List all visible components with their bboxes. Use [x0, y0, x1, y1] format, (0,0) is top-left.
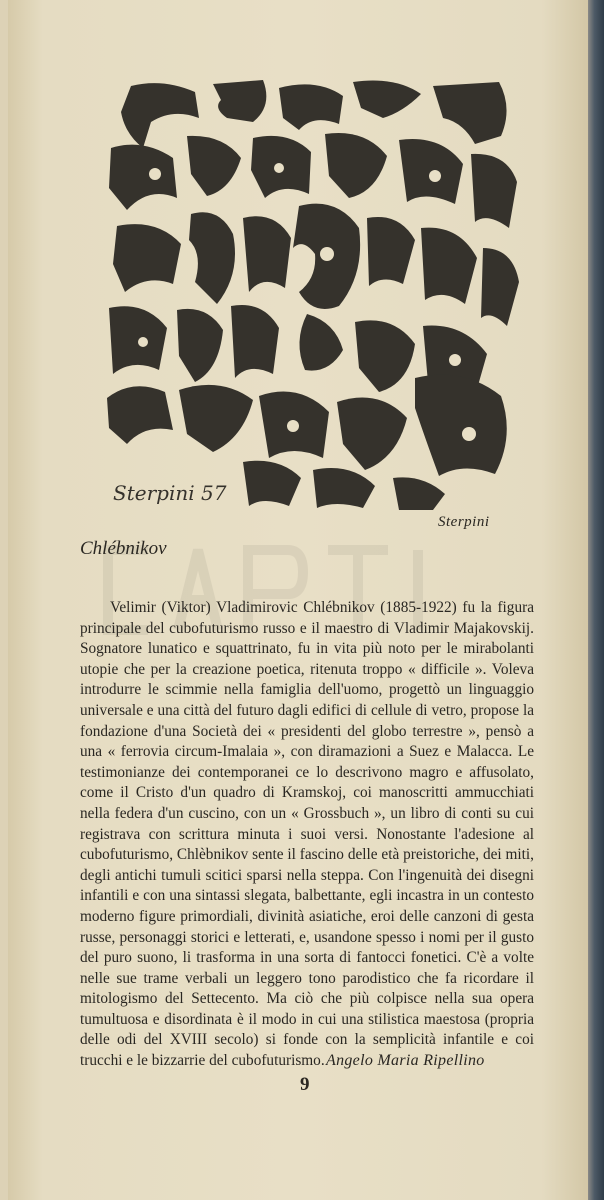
woodcut-illustration — [103, 78, 521, 510]
illustration-caption: Sterpini — [438, 514, 490, 530]
article-title: Chlébnikov — [80, 538, 167, 559]
page-number: 9 — [300, 1074, 310, 1095]
book-page — [8, 0, 588, 1200]
article-author: Angelo Maria Ripellino — [326, 1052, 485, 1069]
book-spine — [588, 0, 604, 1200]
article-body-text: Velimir (Viktor) Vladimirovic Chlébnikov (1885-1922) fu la figura principale del cubofuturismo russo e il maestro di Vladimir Majakovskij. Sognatore lunatico e squattrinato, fu in vita più noto per le mirabolanti utopie che per la creazione poetica, ritenuta troppo « difficile ». Voleva introdurre le scimmie nella famiglia dell'uomo, progettò un linguaggio universale e una città del futuro dagli edifici di cellule di vetro, propose la fondazione d'una Società dei « presidenti del globo terrestre », pensò a una « ferrovia circum-Imalaia », con diramazioni a Suez e Malacca. Le testimonianze dei contemporanei ce lo descrivono magro e affusolato, come il Cristo d'un quadro di Kramskoj, coi manoscritti ammucchiati nella federa d'un cuscino, con un « Grossbuch », un libro di conti su cui registrava con scrittura minuta i suoi versi. Nonostante l'adesione al cubofuturismo, Chlèbnikov sente il fascino delle età preistoriche, dei miti, degli antichi tumuli scitici sparsi nella steppa. Con l'ingenuità dei disegni infantili e con una sintassi slegata, balbettante, egli incastra in un contesto moderno figure primordiali, divinità asiatiche, eroi delle canzoni di gesta russe, personaggi storici e letterati, e, usandone spesso i nomi per il gusto del puro suono, li trasforma in una sorta di fantocci fonetici. C'è a volte nelle sue trame verbali un leggero tono parodistico che fa ricordare il mitologismo del Settecento. Ma ciò che più colpisce nella sua opera tumultuosa e disordinata è il modo in cui una stilistica maestosa (propria delle odi del XVIII secolo) si fonde con la semplicità infantile e coi trucchi e le bizzarrie del cubofuturismo. — [80, 599, 534, 1070]
woodcut-signature: Sterpini 57 — [113, 481, 227, 505]
article-body — [80, 598, 534, 1072]
